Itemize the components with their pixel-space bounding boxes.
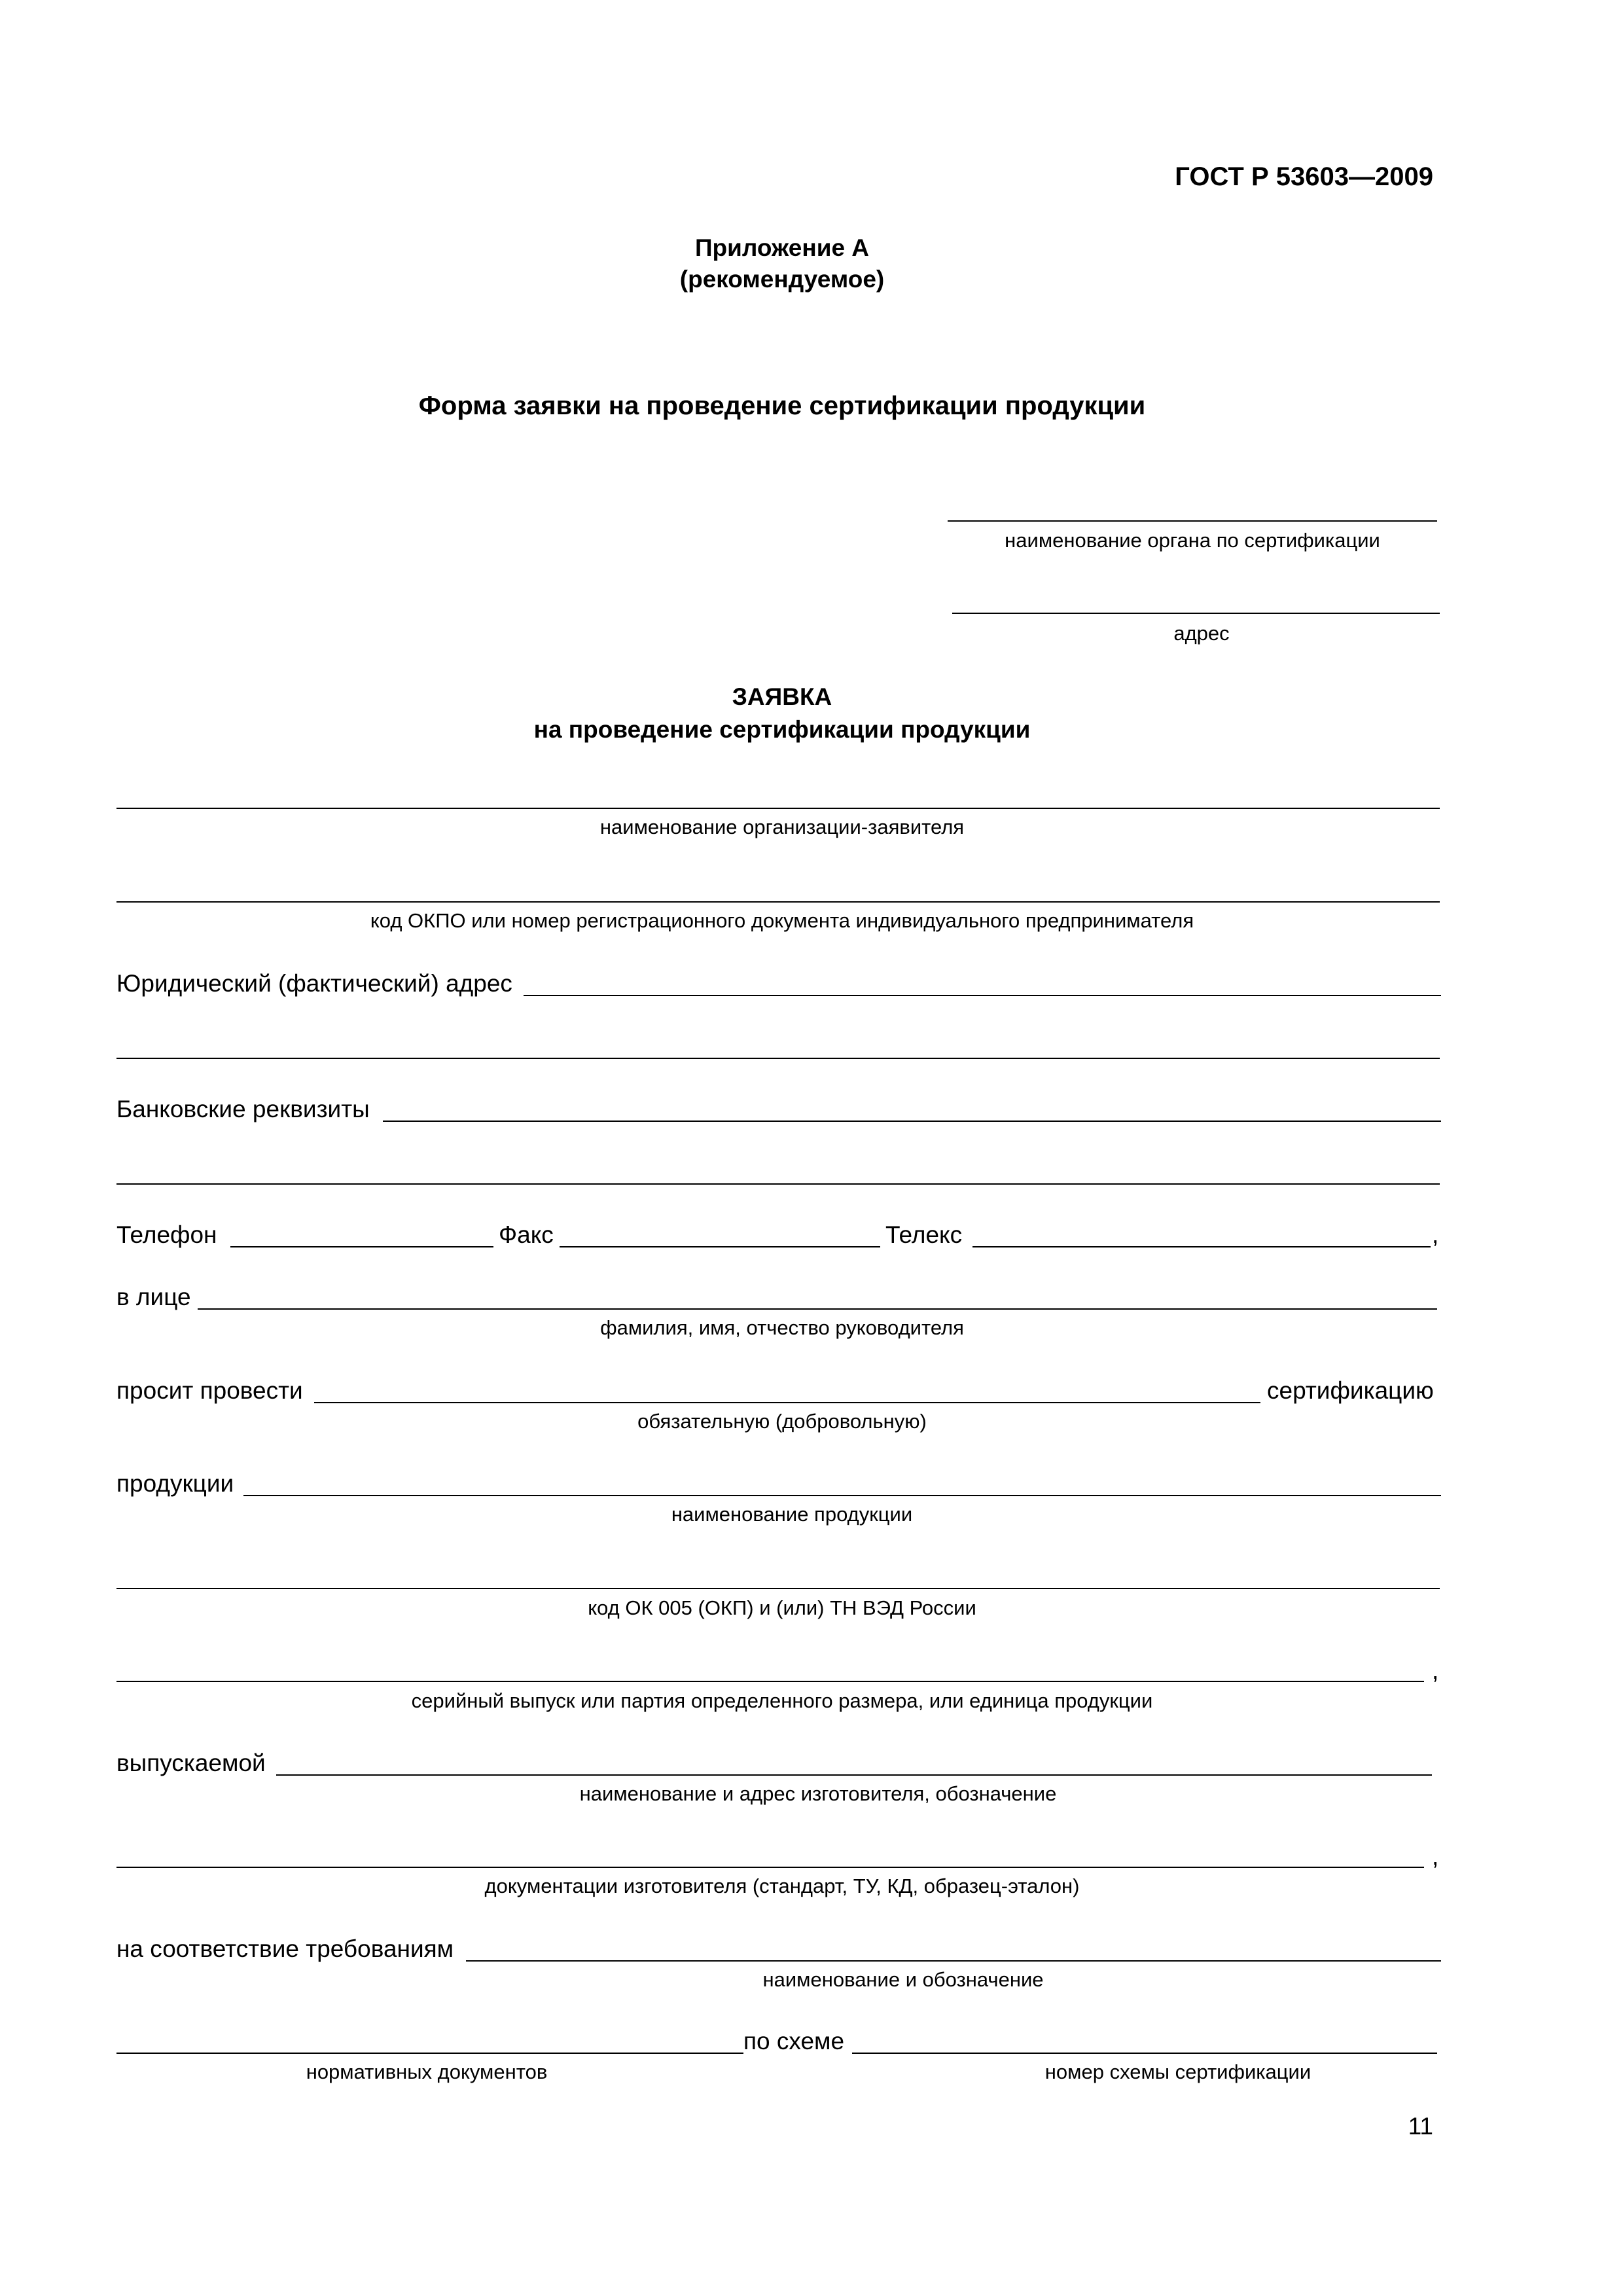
cert-type-caption: обязательную (добровольную) [637,1410,927,1433]
requests-label: просит провести [116,1377,303,1404]
normative-docs-caption: нормативных документов [306,2060,548,2083]
fax-label: Факс [499,1221,554,1248]
manufactured-label: выпускаемой [116,1749,266,1776]
cert-body-line[interactable] [948,520,1437,522]
documentation-comma: , [1432,1843,1439,1870]
address-caption: адрес [1173,622,1230,645]
batch-line[interactable] [116,1681,1424,1682]
address-line[interactable] [952,613,1440,614]
product-name-caption: наименование продукции [671,1503,913,1526]
telex-line[interactable] [972,1246,1431,1247]
page-number: 11 [1408,2113,1433,2140]
head-name-caption: фамилия, имя, отчество руководителя [600,1316,964,1339]
bank-details-label: Банковские реквизиты [116,1096,370,1122]
products-label: продукции [116,1470,234,1497]
scheme-number-caption: номер схемы сертификации [1044,2060,1311,2083]
product-name-line[interactable] [243,1495,1441,1496]
standard-id: ГОСТ Р 53603—2009 [1175,162,1433,191]
appendix-title: Приложение А [694,234,870,261]
cert-body-caption: наименование органа по сертификации [1005,529,1380,552]
batch-comma: , [1432,1657,1439,1684]
head-name-line[interactable] [198,1308,1437,1310]
compliance-label: на соответствие требованиям [116,1935,454,1962]
form-title: Форма заявки на проведение сертификации продукции [418,391,1146,420]
bank-details-line[interactable] [383,1121,1441,1122]
represented-by-label: в лице [116,1283,191,1310]
legal-address-line[interactable] [524,995,1441,996]
telex-label: Телекс [885,1221,963,1248]
ok005-line[interactable] [116,1588,1440,1589]
manufacturer-caption: наименование и адрес изготовителя, обозначение [579,1782,1057,1805]
bank-details-line-2[interactable] [116,1183,1440,1185]
documentation-caption: документации изготовителя (стандарт, ТУ, КД, образец-эталон) [484,1874,1080,1897]
legal-address-label: Юридический (фактический) адрес [116,970,512,997]
designation-caption: наименование и обозначение [762,1968,1044,1991]
manufacturer-line[interactable] [276,1774,1432,1776]
org-name-caption: наименование организации-заявителя [599,816,965,838]
okpo-caption: код ОКПО или номер регистрационного документа индивидуального предпринимателя [370,909,1194,932]
legal-address-line-2[interactable] [116,1058,1440,1059]
designation-line[interactable] [466,1960,1441,1962]
scheme-number-line[interactable] [852,2053,1437,2054]
batch-caption: серийный выпуск или партия определенного размера, или единица продукции [411,1689,1153,1712]
phone-line[interactable] [230,1246,493,1247]
telex-comma: , [1432,1221,1439,1248]
appendix-note: (рекомендуемое) [679,266,885,293]
ok005-caption: код ОК 005 (ОКП) и (или) ТН ВЭД России [588,1596,976,1619]
application-subtitle: на проведение сертификации продукции [533,716,1031,743]
org-name-line[interactable] [116,808,1440,809]
application-title: ЗАЯВКА [732,683,832,710]
phone-label: Телефон [116,1221,217,1248]
certification-word: сертификацию [1267,1377,1434,1404]
okpo-line[interactable] [116,901,1440,903]
documentation-line[interactable] [116,1867,1424,1868]
cert-type-line[interactable] [314,1402,1260,1403]
fax-line[interactable] [560,1246,880,1247]
scheme-label: по схеме [743,2028,845,2054]
normative-docs-line[interactable] [116,2053,743,2054]
